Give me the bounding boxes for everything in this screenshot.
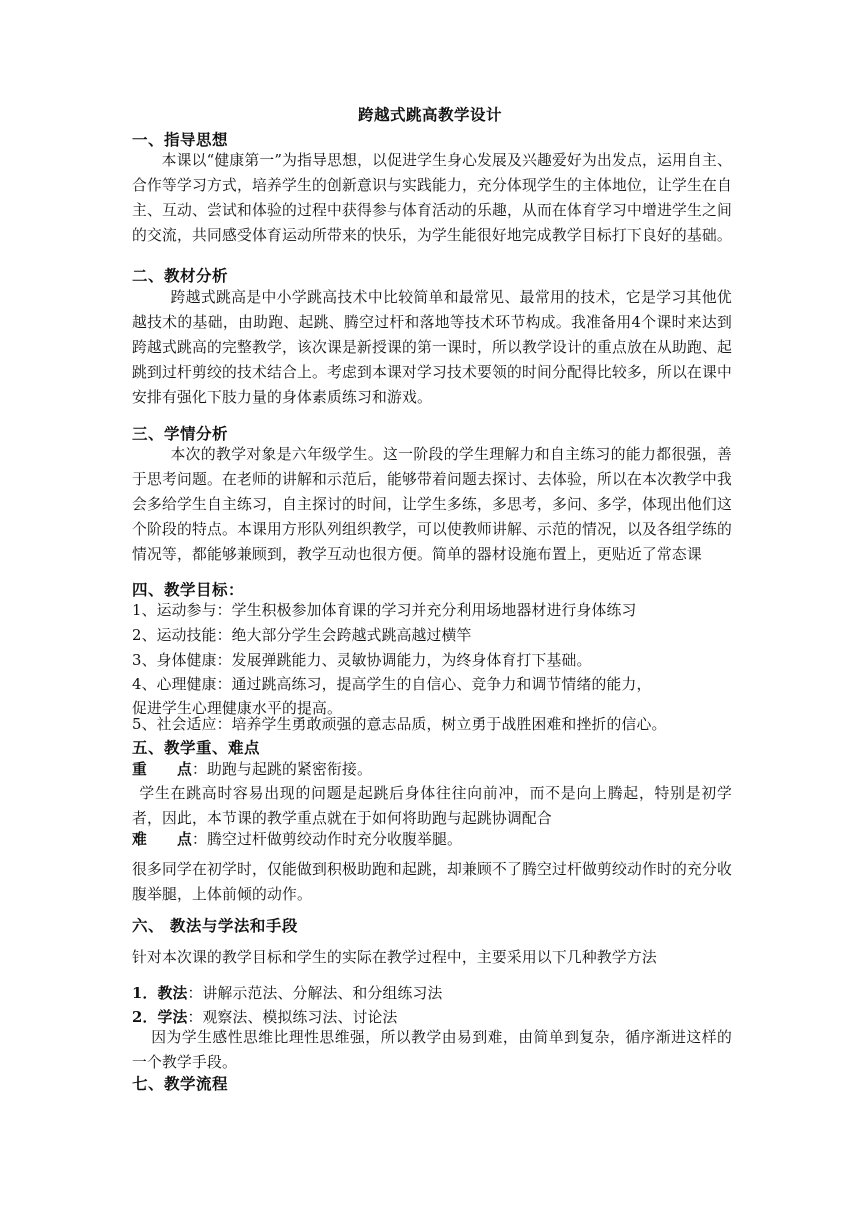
section-5-heading: 五、教学重、难点	[132, 738, 261, 757]
learning-method-text: ：观察法、模拟练习法、讨论法	[187, 1009, 398, 1026]
section-3-paragraph: 本次的教学对象是六年级学生。这一阶段的学生理解力和自主练习的能力都很强，善于思考问题。在老师的讲解和示范后，能够带着问题去探讨、去体验，所以在本次教学中我会多给学生自主练习，自主探讨的时间，让学生多练，多思考，多问、多学，体现出他们这个阶段的特点。本课用方形队列组织教学，可以使教师讲解、示范的情况，以及各组学练的情况等，都能够兼顾到，教学互动也很方便。简单的器材设施布置上，更贴近了常态课	[132, 446, 732, 563]
objective-item: 促进学生心理健康水平的提高。	[132, 700, 342, 717]
section-1-paragraph: 本课以“健康第一”为指导思想，以促进学生身心发展及兴趣爱好为出发点，运用自主、合作等学习方式，培养学生的创新意识与实践能力，充分体现学生的主体地位，让学生在自主、互动、尝试和体验的过程中获得参与体育活动的乐趣，从而在体育学习中增进学生之间的交流，共同感受体育运动所带来的快乐，为学生能很好地完成教学目标打下良好的基础。	[132, 152, 733, 244]
section-6-paragraph: 因为学生感性思维比理性思维强，所以教学由易到难，由简单到复杂，循序渐进这样的一个教学手段。	[132, 1029, 732, 1071]
objective-item: 4、心理健康：通过跳高练习，提高学生的自信心、竞争力和调节情绪的能力，	[132, 676, 652, 693]
document-title: 跨越式跳高教学设计	[357, 105, 502, 124]
teaching-method-label: 1．教法	[132, 985, 188, 1002]
section-3-heading: 三、学情分析	[132, 424, 229, 443]
learning-method-label: 2．学法	[132, 1009, 188, 1026]
key-point-paragraph: 学生在跳高时容易出现的问题是起跳后身体往往向前冲，而不是向上腾起，特别是初学者，因此，本节课的教学重点就在于如何将助跑与起跳协调配合	[132, 785, 732, 827]
methods-intro: 针对本次课的教学目标和学生的实际在教学过程中，主要采用以下几种教学方法	[132, 949, 657, 966]
section-4-heading: 四、教学目标：	[132, 580, 245, 599]
difficulty-label: 难 点	[132, 831, 192, 848]
objective-item: 3、身体健康：发展弹跳能力、灵敏协调能力，为终身体育打下基础。	[132, 652, 592, 669]
difficulty-paragraph: 很多同学在初学时，仅能做到积极助跑和起跳，却兼顾不了腾空过杆做剪绞动作时的充分收腹举腿，上体前倾的动作。	[132, 861, 732, 903]
difficulty-line	[132, 827, 732, 852]
section-1-heading: 一、指导思想	[132, 130, 229, 149]
objective-item: 1、运动参与：学生积极参加体育课的学习并充分利用场地器材进行身体练习	[132, 602, 637, 619]
section-2-heading: 二、教材分析	[132, 266, 229, 285]
difficulty-text: ：腾空过杆做剪绞动作时充分收腹举腿。	[192, 831, 462, 848]
teaching-method-text: ：讲解示范法、分解法、和分组练习法	[187, 985, 443, 1002]
objective-item: 2、运动技能：绝大部分学生会跨越式跳高越过横竿	[132, 627, 472, 644]
key-point-text: ：助跑与起跳的紧密衔接。	[192, 761, 372, 778]
section-7-heading: 七、教学流程	[132, 1074, 229, 1093]
section-2-paragraph: 跨越式跳高是中小学跳高技术中比较简单和最常见、最常用的技术，它是学习其他优越技术的基础，由助跑、起跳、腾空过杆和落地等技术环节构成。我准备用4个课时来达到跨越式跳高的完整教学，该次课是新授课的第一课时，所以教学设计的重点放在从助跑、起跳到过杆剪绞的技术结合上。考虑到本课对学习技术要领的时间分配得比较多，所以在课中安排有强化下肢力量的身体素质练习和游戏。	[132, 289, 732, 406]
objective-item: 5、社会适应：培养学生勇敢顽强的意志品质，树立勇于战胜困难和挫折的信心。	[132, 716, 667, 733]
section-6-heading: 六、 教法与学法和手段	[132, 916, 298, 935]
key-point-line	[132, 757, 732, 782]
teaching-method-line	[132, 981, 732, 1006]
key-point-label: 重 点	[132, 761, 192, 778]
